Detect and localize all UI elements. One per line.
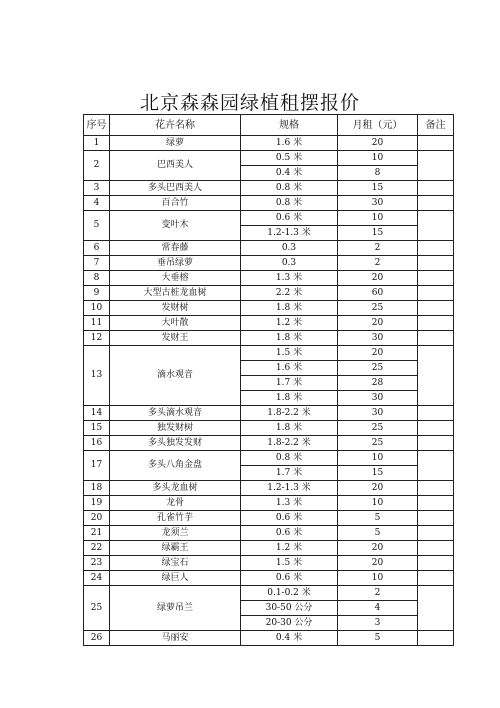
cell-rent: 2 bbox=[338, 586, 418, 601]
cell-rent: 5 bbox=[338, 511, 418, 526]
cell-no: 7 bbox=[84, 256, 110, 271]
cell-spec: 1.8 米 bbox=[241, 421, 338, 436]
cell-no: 8 bbox=[84, 271, 110, 286]
cell-no: 3 bbox=[84, 181, 110, 196]
cell-no: 19 bbox=[84, 496, 110, 511]
cell-spec: 0.6 米 bbox=[241, 211, 338, 226]
cell-name: 多头巴西美人 bbox=[110, 181, 241, 196]
cell-rent: 5 bbox=[338, 631, 418, 646]
cell-spec: 1.2 米 bbox=[241, 541, 338, 556]
table-row bbox=[84, 406, 454, 421]
cell-name: 多头独发发财 bbox=[110, 436, 241, 451]
header-no: 序号 bbox=[84, 115, 110, 136]
cell-no: 17 bbox=[84, 451, 110, 481]
cell-note bbox=[418, 496, 454, 511]
cell-note bbox=[418, 481, 454, 496]
cell-note bbox=[418, 301, 454, 316]
cell-rent: 30 bbox=[338, 406, 418, 421]
cell-spec: 1.8-2.2 米 bbox=[241, 406, 338, 421]
table-row bbox=[84, 271, 454, 286]
cell-note bbox=[418, 436, 454, 451]
cell-no: 26 bbox=[84, 631, 110, 646]
cell-name: 变叶木 bbox=[110, 211, 241, 241]
header-name: 花卉名称 bbox=[110, 115, 241, 136]
cell-rent: 10 bbox=[338, 211, 418, 226]
cell-rent: 10 bbox=[338, 151, 418, 166]
cell-spec: 0.6 米 bbox=[241, 571, 338, 586]
table-row bbox=[84, 136, 454, 151]
header-spec: 规格 bbox=[241, 115, 338, 136]
cell-spec: 0.3 bbox=[241, 241, 338, 256]
cell-no: 14 bbox=[84, 406, 110, 421]
cell-note bbox=[418, 421, 454, 436]
header-note: 备注 bbox=[418, 115, 454, 136]
cell-name: 发财树 bbox=[110, 301, 241, 316]
cell-rent: 25 bbox=[338, 301, 418, 316]
table-row bbox=[84, 556, 454, 571]
cell-no: 5 bbox=[84, 211, 110, 241]
cell-note bbox=[418, 181, 454, 196]
table-header-row bbox=[84, 115, 454, 136]
cell-no: 15 bbox=[84, 421, 110, 436]
cell-rent: 10 bbox=[338, 451, 418, 466]
table-row bbox=[84, 436, 454, 451]
cell-rent: 30 bbox=[338, 391, 418, 406]
cell-rent: 20 bbox=[338, 541, 418, 556]
cell-spec: 0.8 米 bbox=[241, 196, 338, 211]
cell-spec: 1.3 米 bbox=[241, 496, 338, 511]
header-rent: 月租（元） bbox=[338, 115, 418, 136]
table-row bbox=[84, 511, 454, 526]
cell-name: 滴水观音 bbox=[110, 346, 241, 406]
cell-note bbox=[418, 541, 454, 556]
cell-no: 9 bbox=[84, 286, 110, 301]
cell-spec: 1.3 米 bbox=[241, 271, 338, 286]
table-row bbox=[84, 586, 454, 601]
cell-name: 龙骨 bbox=[110, 496, 241, 511]
cell-name: 孔雀竹芋 bbox=[110, 511, 241, 526]
cell-rent: 20 bbox=[338, 346, 418, 361]
cell-note bbox=[418, 151, 454, 181]
cell-spec: 0.5 米 bbox=[241, 151, 338, 166]
cell-name: 大型古桩龙血树 bbox=[110, 286, 241, 301]
cell-rent: 25 bbox=[338, 361, 418, 376]
cell-no: 2 bbox=[84, 151, 110, 181]
cell-spec: 20-30 公分 bbox=[241, 616, 338, 631]
table-row bbox=[84, 241, 454, 256]
table-row bbox=[84, 541, 454, 556]
cell-spec: 0.8 米 bbox=[241, 451, 338, 466]
cell-spec: 1.5 米 bbox=[241, 346, 338, 361]
cell-name: 多头八角金盘 bbox=[110, 451, 241, 481]
cell-note bbox=[418, 556, 454, 571]
cell-spec: 30-50 公分 bbox=[241, 601, 338, 616]
cell-note bbox=[418, 526, 454, 541]
table-row bbox=[84, 151, 454, 166]
cell-note bbox=[418, 331, 454, 346]
table-row bbox=[84, 196, 454, 211]
cell-note bbox=[418, 406, 454, 421]
cell-name: 百合竹 bbox=[110, 196, 241, 211]
cell-name: 独发财树 bbox=[110, 421, 241, 436]
cell-note bbox=[418, 256, 454, 271]
cell-name: 绿霸王 bbox=[110, 541, 241, 556]
table-row bbox=[84, 181, 454, 196]
table-row bbox=[84, 286, 454, 301]
cell-rent: 15 bbox=[338, 466, 418, 481]
cell-name: 大叶散 bbox=[110, 316, 241, 331]
cell-note bbox=[418, 631, 454, 646]
cell-rent: 15 bbox=[338, 226, 418, 241]
cell-no: 10 bbox=[84, 301, 110, 316]
cell-name: 垂吊绿萝 bbox=[110, 256, 241, 271]
cell-rent: 20 bbox=[338, 271, 418, 286]
cell-name: 绿萝 bbox=[110, 136, 241, 151]
cell-spec: 1.8 米 bbox=[241, 331, 338, 346]
table-row bbox=[84, 316, 454, 331]
cell-no: 6 bbox=[84, 241, 110, 256]
cell-rent: 20 bbox=[338, 316, 418, 331]
cell-rent: 25 bbox=[338, 421, 418, 436]
table-row bbox=[84, 571, 454, 586]
cell-rent: 10 bbox=[338, 496, 418, 511]
table-row bbox=[84, 421, 454, 436]
cell-rent: 2 bbox=[338, 256, 418, 271]
cell-spec: 1.7 米 bbox=[241, 466, 338, 481]
cell-rent: 10 bbox=[338, 571, 418, 586]
cell-no: 21 bbox=[84, 526, 110, 541]
cell-no: 25 bbox=[84, 586, 110, 631]
cell-spec: 0.6 米 bbox=[241, 526, 338, 541]
table-row bbox=[84, 631, 454, 646]
cell-spec: 1.6 米 bbox=[241, 361, 338, 376]
cell-no: 13 bbox=[84, 346, 110, 406]
cell-name: 多头龙血树 bbox=[110, 481, 241, 496]
cell-name: 常春藤 bbox=[110, 241, 241, 256]
cell-note bbox=[418, 286, 454, 301]
cell-spec: 1.2 米 bbox=[241, 316, 338, 331]
cell-spec: 1.8 米 bbox=[241, 391, 338, 406]
cell-rent: 20 bbox=[338, 556, 418, 571]
price-table bbox=[83, 114, 454, 646]
cell-rent: 30 bbox=[338, 196, 418, 211]
cell-no: 4 bbox=[84, 196, 110, 211]
cell-name: 绿宝石 bbox=[110, 556, 241, 571]
cell-note bbox=[418, 346, 454, 406]
table-body bbox=[84, 136, 454, 646]
cell-spec: 0.6 米 bbox=[241, 511, 338, 526]
cell-spec: 1.5 米 bbox=[241, 556, 338, 571]
cell-spec: 1.6 米 bbox=[241, 136, 338, 151]
cell-name: 多头滴水观音 bbox=[110, 406, 241, 421]
cell-note bbox=[418, 571, 454, 586]
cell-rent: 4 bbox=[338, 601, 418, 616]
cell-name: 绿萝吊兰 bbox=[110, 586, 241, 631]
cell-no: 24 bbox=[84, 571, 110, 586]
cell-rent: 20 bbox=[338, 136, 418, 151]
cell-no: 23 bbox=[84, 556, 110, 571]
page-title: 北京森森园绿植租摆报价 bbox=[139, 92, 360, 114]
cell-note bbox=[418, 136, 454, 151]
cell-no: 12 bbox=[84, 331, 110, 346]
cell-rent: 3 bbox=[338, 616, 418, 631]
cell-spec: 1.2-1.3 米 bbox=[241, 226, 338, 241]
cell-rent: 8 bbox=[338, 166, 418, 181]
table-row bbox=[84, 481, 454, 496]
table-row bbox=[84, 301, 454, 316]
cell-spec: 2.2 米 bbox=[241, 286, 338, 301]
cell-name: 发财王 bbox=[110, 331, 241, 346]
cell-note bbox=[418, 316, 454, 331]
cell-no: 16 bbox=[84, 436, 110, 451]
table-row bbox=[84, 526, 454, 541]
table-row bbox=[84, 496, 454, 511]
cell-note bbox=[418, 451, 454, 481]
cell-spec: 1.7 米 bbox=[241, 376, 338, 391]
cell-spec: 1.8-2.2 米 bbox=[241, 436, 338, 451]
cell-note bbox=[418, 241, 454, 256]
table-row bbox=[84, 256, 454, 271]
cell-no: 18 bbox=[84, 481, 110, 496]
cell-no: 22 bbox=[84, 541, 110, 556]
cell-note bbox=[418, 211, 454, 241]
table-row bbox=[84, 211, 454, 226]
cell-rent: 15 bbox=[338, 181, 418, 196]
cell-rent: 60 bbox=[338, 286, 418, 301]
cell-name: 绿巨人 bbox=[110, 571, 241, 586]
cell-rent: 5 bbox=[338, 526, 418, 541]
cell-note bbox=[418, 271, 454, 286]
cell-spec: 0.8 米 bbox=[241, 181, 338, 196]
cell-note bbox=[418, 196, 454, 211]
cell-no: 1 bbox=[84, 136, 110, 151]
cell-spec: 1.8 米 bbox=[241, 301, 338, 316]
cell-name: 马丽安 bbox=[110, 631, 241, 646]
cell-spec: 1.2-1.3 米 bbox=[241, 481, 338, 496]
table-row bbox=[84, 451, 454, 466]
table-row bbox=[84, 331, 454, 346]
cell-spec: 0.3 bbox=[241, 256, 338, 271]
cell-no: 11 bbox=[84, 316, 110, 331]
cell-note bbox=[418, 511, 454, 526]
cell-rent: 20 bbox=[338, 481, 418, 496]
cell-name: 龙须兰 bbox=[110, 526, 241, 541]
cell-spec: 0.4 米 bbox=[241, 631, 338, 646]
cell-no: 20 bbox=[84, 511, 110, 526]
cell-name: 巴西美人 bbox=[110, 151, 241, 181]
cell-rent: 30 bbox=[338, 331, 418, 346]
cell-rent: 28 bbox=[338, 376, 418, 391]
cell-rent: 25 bbox=[338, 436, 418, 451]
cell-rent: 2 bbox=[338, 241, 418, 256]
cell-spec: 0.4 米 bbox=[241, 166, 338, 181]
cell-spec: 0.1-0.2 米 bbox=[241, 586, 338, 601]
table-row bbox=[84, 346, 454, 361]
cell-note bbox=[418, 586, 454, 631]
cell-name: 大垂榕 bbox=[110, 271, 241, 286]
